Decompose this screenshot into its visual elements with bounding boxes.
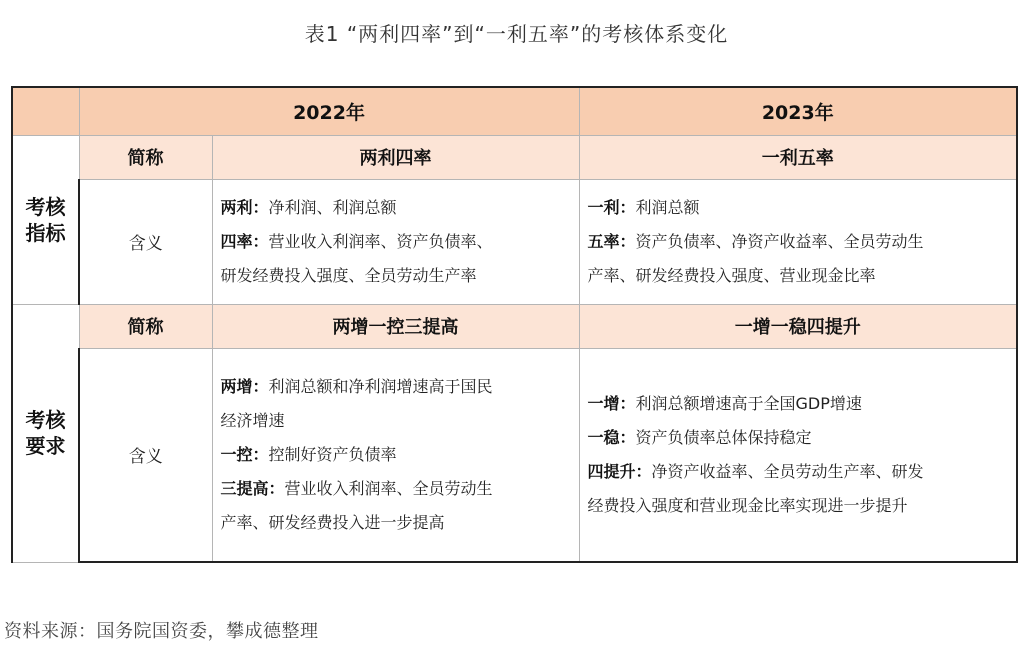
corner-cell [12,87,79,135]
indicator-meaning-2022 [212,179,579,304]
requirement-abbr-2023: 一增一稳四提升 [579,304,1017,348]
year-2022-header: 2022年 [79,87,579,135]
meaning-line: 两利：净利润、利润总额 [220,197,397,217]
requirement-meaning-row [12,348,1017,562]
meaning-line: 产率、研发经费投入强度、营业现金比率 [587,265,876,285]
meaning-line: 四率：营业收入利润率、资产负债率、 [220,231,493,251]
meaning-line: 一控：控制好资产负债率 [220,444,397,464]
indicator-abbr-label: 简称 [79,135,212,179]
requirement-category [12,304,79,562]
meaning-line: 一稳：资产负债率总体保持稳定 [587,427,812,447]
year-header-row [12,87,1017,135]
meaning-line: 产率、研发经费投入进一步提高 [220,512,445,532]
requirement-meaning-label: 含义 [79,348,212,562]
requirement-category-label: 考核 要求 [25,408,66,458]
indicator-abbr-2023: 一利五率 [579,135,1017,179]
assessment-table [11,86,1018,563]
meaning-line: 两增：利润总额和净利润增速高于国民 [220,376,493,396]
meaning-line: 一增：利润总额增速高于全国GDP增速 [587,393,862,413]
meaning-line: 研发经费投入强度、全员劳动生产率 [220,265,477,285]
indicator-abbr-row [12,135,1017,179]
requirement-meaning-2022 [212,348,579,562]
indicator-meaning-2023 [579,179,1017,304]
requirement-abbr-label: 简称 [79,304,212,348]
meaning-line: 经费投入强度和营业现金比率实现进一步提升 [587,495,908,515]
meaning-line: 四提升：净资产收益率、全员劳动生产率、研发 [587,461,924,481]
indicator-meaning-label: 含义 [79,179,212,304]
year-2023-header: 2023年 [579,87,1017,135]
indicator-abbr-2022: 两利四率 [212,135,579,179]
meaning-line: 五率：资产负债率、净资产收益率、全员劳动生 [587,231,924,251]
indicator-category [12,135,79,304]
indicator-meaning-row [12,179,1017,304]
requirement-meaning-2023 [579,348,1017,562]
table-caption: 表1 “两利四率”到“一利五率”的考核体系变化 [304,22,729,46]
meaning-line: 一利：利润总额 [587,197,700,217]
requirement-abbr-row [12,304,1017,348]
meaning-line: 三提高：营业收入利润率、全员劳动生 [220,478,493,498]
source-note: 资料来源：国务院国资委，攀成德整理 [4,621,319,642]
requirement-abbr-2022: 两增一控三提高 [212,304,579,348]
indicator-category-label: 考核 指标 [25,194,66,245]
meaning-line: 经济增速 [220,410,285,430]
